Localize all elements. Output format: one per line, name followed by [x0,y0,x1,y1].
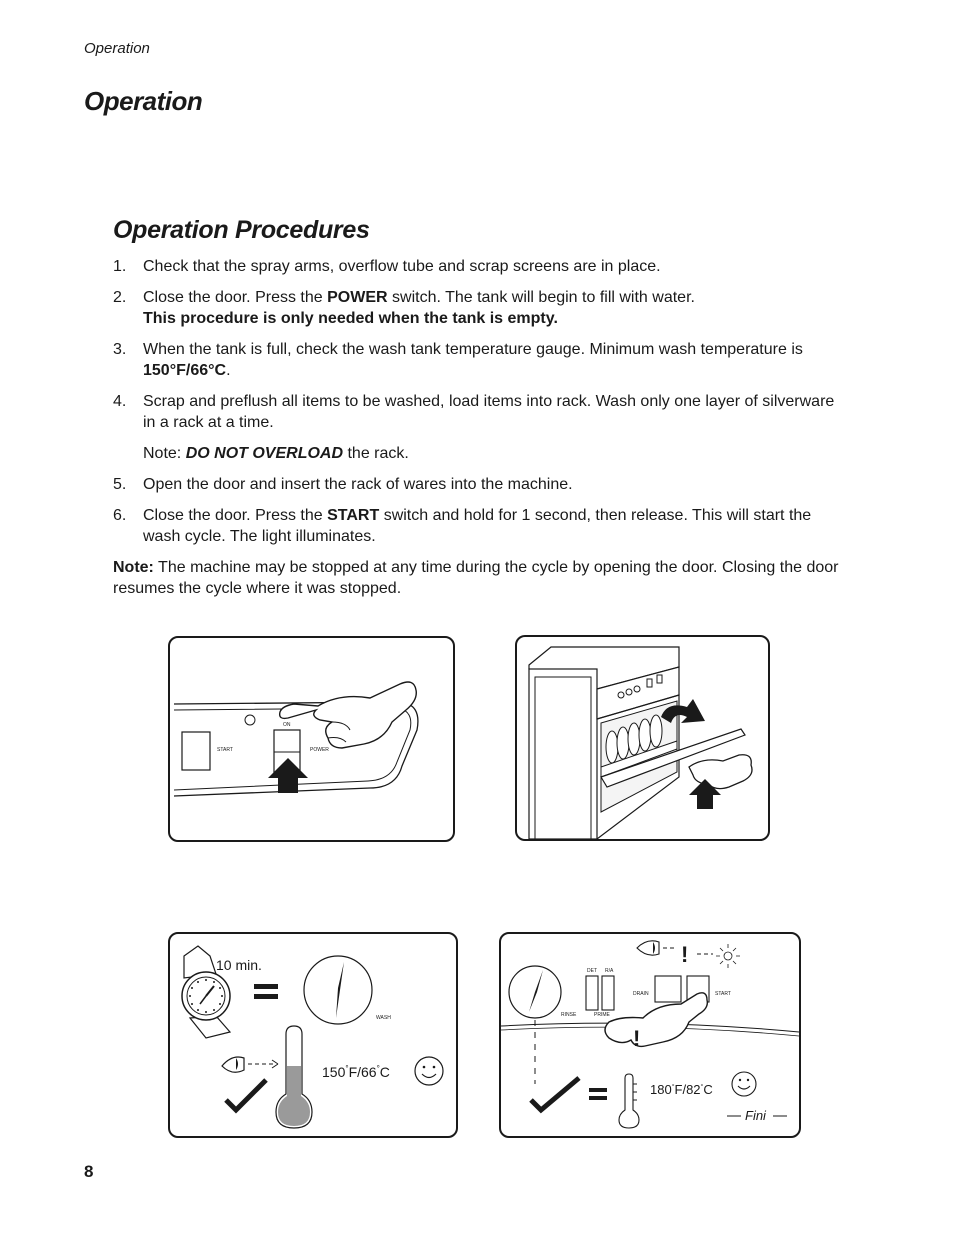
temp-150-value: 150°F/66°C [322,1064,390,1080]
step-text-pre: Close the door. Press the [143,507,328,524]
step-text-post: . [226,362,231,379]
wash-cycle-illustration [168,932,458,1138]
equals-icon [589,1088,607,1092]
equals-icon [254,984,278,989]
step-2 [113,287,843,329]
smiley-icon [732,1072,756,1096]
step-1 [113,256,843,277]
thermometer-icon [276,1026,312,1128]
smiley-icon [415,1057,443,1085]
overload-note [143,443,843,464]
note-text: The machine may be stopped at any time during the cycle by opening the door. Closing the door resumes the cycle where it was stopped. [113,559,839,597]
rinse-cycle-drawing [501,934,799,1136]
step-text-pre: Close the door. Press the [143,289,328,306]
step-text: Check that the spray arms, overflow tube and scrap screens are in place. [143,258,661,275]
note-tail: the rack. [343,445,409,462]
on-label: ON [283,722,291,728]
step-number: 1. [113,258,127,275]
start-label: START [217,747,233,753]
step-text-post: switch. The tank will begin to fill with water. [387,289,695,306]
general-note [113,557,843,599]
step-text-pre: When the tank is full, check the wash tank temperature gauge. Minimum wash temperature is [143,341,803,358]
drain-label: DRAIN [633,991,649,997]
checkmark-icon [226,1080,266,1110]
step-4 [113,391,843,433]
temp-180-value: 180°F/82°C [650,1082,713,1097]
step-number: 5. [113,476,127,493]
hand-icon [689,755,752,789]
page-number: 8 [84,1162,94,1181]
fini-label: Fini [745,1108,766,1123]
wash-gauge-label: WASH [376,1015,391,1021]
indicator-light-icon [716,944,740,968]
overload-warning: DO NOT OVERLOAD [185,445,344,462]
checkmark-icon [531,1078,579,1110]
power-label: POWER [310,747,329,753]
step-text [143,505,843,547]
step-number: 2. [113,289,127,306]
step-5 [113,474,843,495]
step-text: Scrap and preflush all items to be washed, load items into rack. Wash only one layer of silverware in a rack at a time. [143,393,835,431]
start-keyword: START [327,507,380,524]
min-temperature: 150°F/66°C [143,362,227,379]
running-header: Operation [84,40,150,57]
step-text [143,339,843,381]
power-panel-drawing [170,638,453,840]
exclamation-mark: ! [681,942,689,967]
note-label: Note: [143,445,186,462]
curved-arrow-icon [661,699,705,723]
eye-icon [637,941,713,955]
power-switch-illustration [168,636,455,842]
step-text-post: switch and hold for 1 second, then release. This will start the wash cycle. The light illuminates. [143,507,812,545]
step-number: 3. [113,341,127,358]
rinse-label: RINSE [561,1012,577,1018]
dishwasher-door-illustration [515,635,770,841]
note-label: Note: [113,559,154,576]
step-text: Open the door and insert the rack of wares into the machine. [143,476,573,493]
step-6 [113,505,843,547]
duration-label: 10 min. [216,957,262,973]
wash-cycle-drawing [170,934,456,1136]
step-3 [113,339,843,381]
step-text [143,287,843,329]
start-label: START [715,991,731,997]
step-number: 4. [113,393,127,410]
rinse-cycle-illustration [499,932,801,1138]
rinse-aid-label: R/A [605,968,614,974]
procedure-steps [113,256,843,599]
procedures-title: Operation Procedures [113,216,370,244]
section-title: Operation [84,86,203,116]
step-line [143,287,843,308]
det-label: DET [587,968,597,974]
thermometer-icon [619,1074,639,1128]
empty-tank-note: This procedure is only needed when the tank is empty. [143,310,558,327]
prime-label: PRIME [594,1012,610,1018]
power-keyword: POWER [327,289,388,306]
step-number: 6. [113,507,127,524]
eye-icon [222,1057,278,1072]
dishwasher-drawing [517,637,768,839]
exclamation-mark-hand: ! [633,1026,641,1051]
